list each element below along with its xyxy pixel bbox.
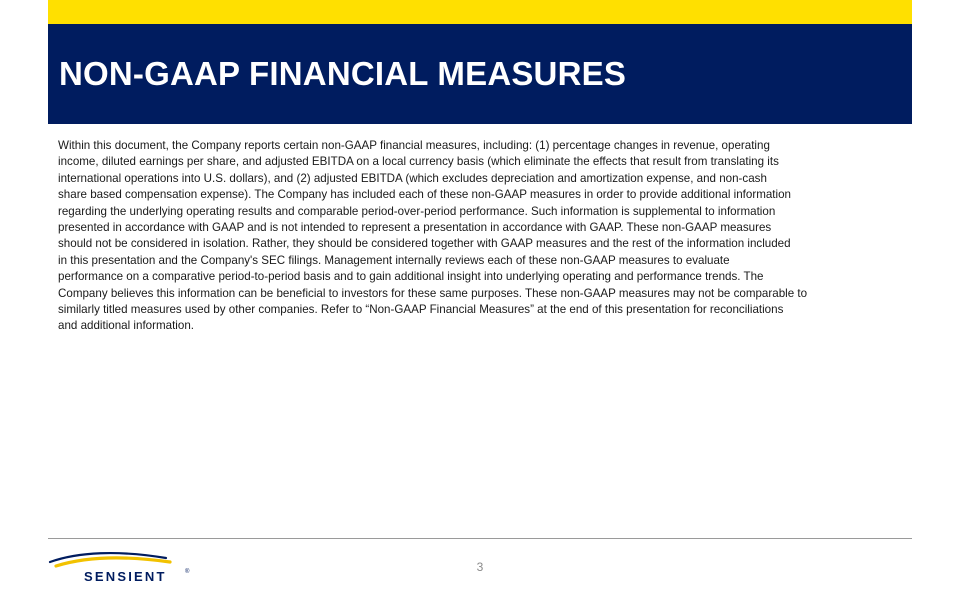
- footer-divider: [48, 538, 912, 539]
- body-line: share based compensation expense). The Company has included each of these non-GAAP measures in order to provide additional information: [58, 188, 791, 202]
- body-line: regarding the underlying operating results and comparable period-over-period performance. Such information is supplemental to information: [58, 204, 776, 218]
- body-paragraph: [58, 138, 904, 335]
- body-line: similarly titled measures used by other companies. Refer to “Non-GAAP Financial Measures” at the end of this presentation for reconciliations: [58, 303, 784, 317]
- top-accent-bar: [48, 0, 912, 24]
- sensient-logo: [48, 550, 198, 590]
- body-line: international operations into U.S. dollars), and (2) adjusted EBITDA (which excludes depreciation and amortization expense, and non-cash: [58, 171, 767, 185]
- body-line: income, diluted earnings per share, and adjusted EBITDA on a local currency basis (which eliminate the effects that result from translating its: [58, 155, 779, 169]
- logo-wordmark: SENSIENT: [84, 569, 167, 584]
- page-title: NON-GAAP FINANCIAL MEASURES: [59, 55, 627, 92]
- body-line: performance on a comparative period-to-period basis and to gain additional insight into underlying operating and performance trends. The: [58, 270, 764, 284]
- body-line: should not be considered in isolation. Rather, they should be considered together with GAAP measures and the rest of the information included: [58, 237, 791, 251]
- body-line: Company believes this information can be beneficial to investors for these same purposes. These non-GAAP measures may not be comparable to: [58, 286, 808, 300]
- body-line: and additional information.: [58, 319, 194, 333]
- body-line: presented in accordance with GAAP and is not intended to represent a presentation in accordance with GAAP. These non-GAAP measures: [58, 221, 772, 235]
- registered-mark: ®: [185, 569, 190, 575]
- title-band: [48, 24, 912, 124]
- page-number: 3: [476, 560, 484, 574]
- body-line: Within this document, the Company reports certain non-GAAP financial measures, including: (1) percentage changes in revenue, operating: [58, 139, 770, 152]
- body-line: in this presentation and the Company's SEC filings. Management internally reviews each of these non-GAAP measures to evaluate: [58, 253, 730, 267]
